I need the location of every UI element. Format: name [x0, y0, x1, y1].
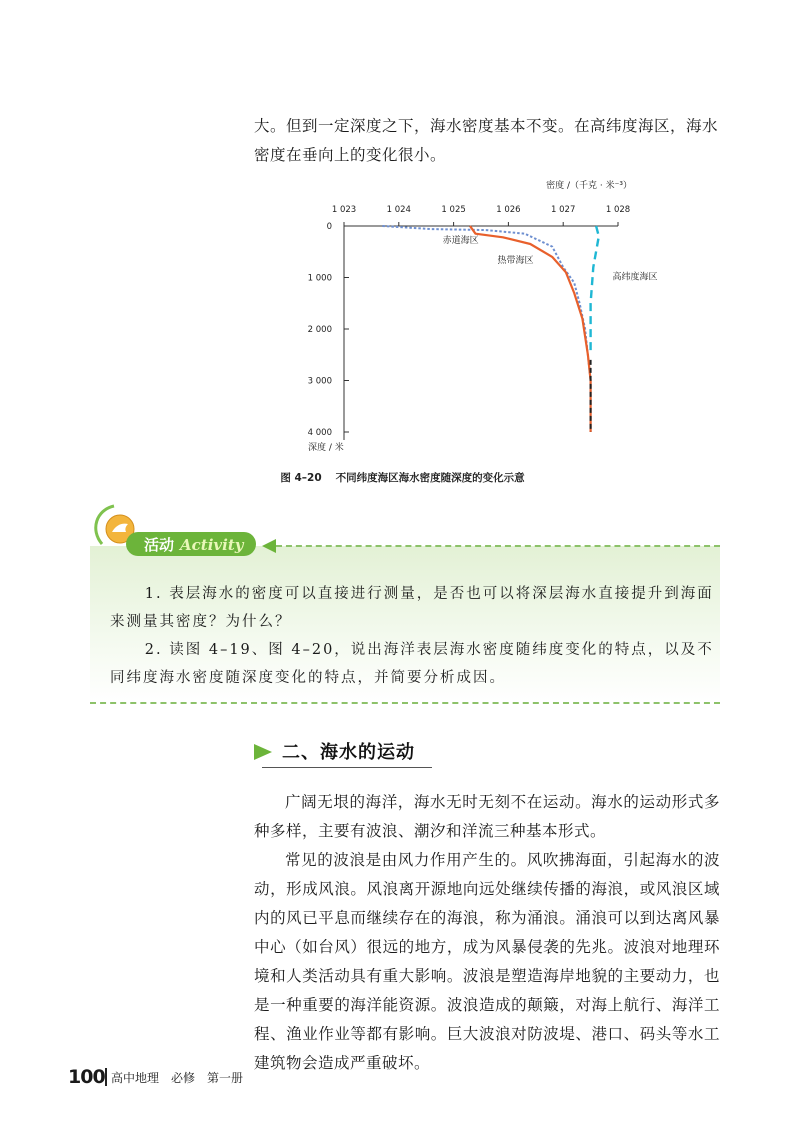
- x-tick-label: 1 024: [386, 205, 411, 215]
- section-title: 二、海水的运动: [282, 742, 415, 763]
- x-tick-label: 1 026: [496, 205, 521, 215]
- intro-line-1: 大。但到一定深度之下，海水密度基本不变。在高纬度海区，海水: [254, 117, 719, 135]
- activity-label-cn: 活动: [144, 536, 175, 554]
- section-heading: [254, 738, 434, 774]
- body-paragraph-2: 常见的波浪是由风力作用产生的。风吹拂海面，引起海水的波动，形成风浪。风浪离开源地向远处继续传播的海浪，或风浪区域内的风已平息而继续存在的海浪，称为涌浪。涌浪可以到达离风暴中心（如台风）很远的地方，成为风暴侵袭的先兆。波浪对地理环境和人类活动具有重大影响。波浪是塑造海岸地貌的主要动力，也是一种重要的海洋能资源。波浪造成的颠簸，对海上航行、海洋工程、渔业作业等都有影响。巨大波浪对防波堤、港口、码头等水工建筑物会造成严重破坏。: [254, 851, 720, 1072]
- y-tick-label: 0: [326, 222, 332, 232]
- intro-line-2: 密度在垂向上的变化很小。: [254, 146, 447, 164]
- series-annotation: 赤道海区: [442, 235, 479, 246]
- activity-label-en: Activity: [180, 536, 244, 554]
- series-annotation: 热带海区: [497, 256, 534, 267]
- series-line-2: [591, 226, 599, 355]
- y-axis-label: 深度 / 米: [308, 443, 344, 453]
- y-tick-label: 3 000: [307, 376, 332, 387]
- x-tick-label: 1 023: [331, 205, 357, 215]
- y-tick-label: 1 000: [307, 273, 332, 284]
- x-tick-label: 1 027: [551, 205, 576, 215]
- series-line-0: [382, 226, 590, 432]
- x-axis-label: 密度 /（千克 · 米⁻³）: [546, 181, 632, 191]
- section-underline: [262, 767, 432, 768]
- body-paragraph-1: 广阔无垠的海洋，海水无时无刻不在运动。海水的运动形式多种多样，主要有波浪、潮汐和洋流三种基本形式。: [254, 793, 720, 840]
- x-tick-label: 1 025: [441, 205, 466, 215]
- activity-bottom-divider: [90, 702, 720, 704]
- y-tick-label: 4 000: [307, 428, 332, 438]
- y-tick-label: 2 000: [307, 325, 332, 335]
- figure-caption: [0, 470, 805, 485]
- activity-item-1: 1. 表层海水的密度可以直接进行测量，是否也可以将深层海水直接提升到海面来测量其密度？为什么？: [110, 586, 714, 630]
- section-triangle-icon: [254, 744, 272, 760]
- activity-top-divider: [276, 545, 720, 547]
- book-title: 高中地理 必修 第一册: [111, 1071, 244, 1085]
- x-tick-label: 1 028: [605, 205, 631, 215]
- activity-item-2: 2. 读图 4–19、图 4–20，说出海洋表层海水密度随纬度变化的特点，以及不同纬度海水密度随深度变化的特点，并简要分析成因。: [110, 642, 714, 686]
- activity-badge: [88, 502, 288, 562]
- figure-caption-text: 不同纬度海区海水密度随深度的变化示意: [335, 472, 525, 484]
- figure-number: 图 4–20: [280, 472, 322, 484]
- footer-divider: [105, 1068, 107, 1086]
- series-annotation: 高纬度海区: [612, 272, 658, 283]
- density-depth-chart: [296, 176, 676, 466]
- page-number: 100: [68, 1066, 105, 1088]
